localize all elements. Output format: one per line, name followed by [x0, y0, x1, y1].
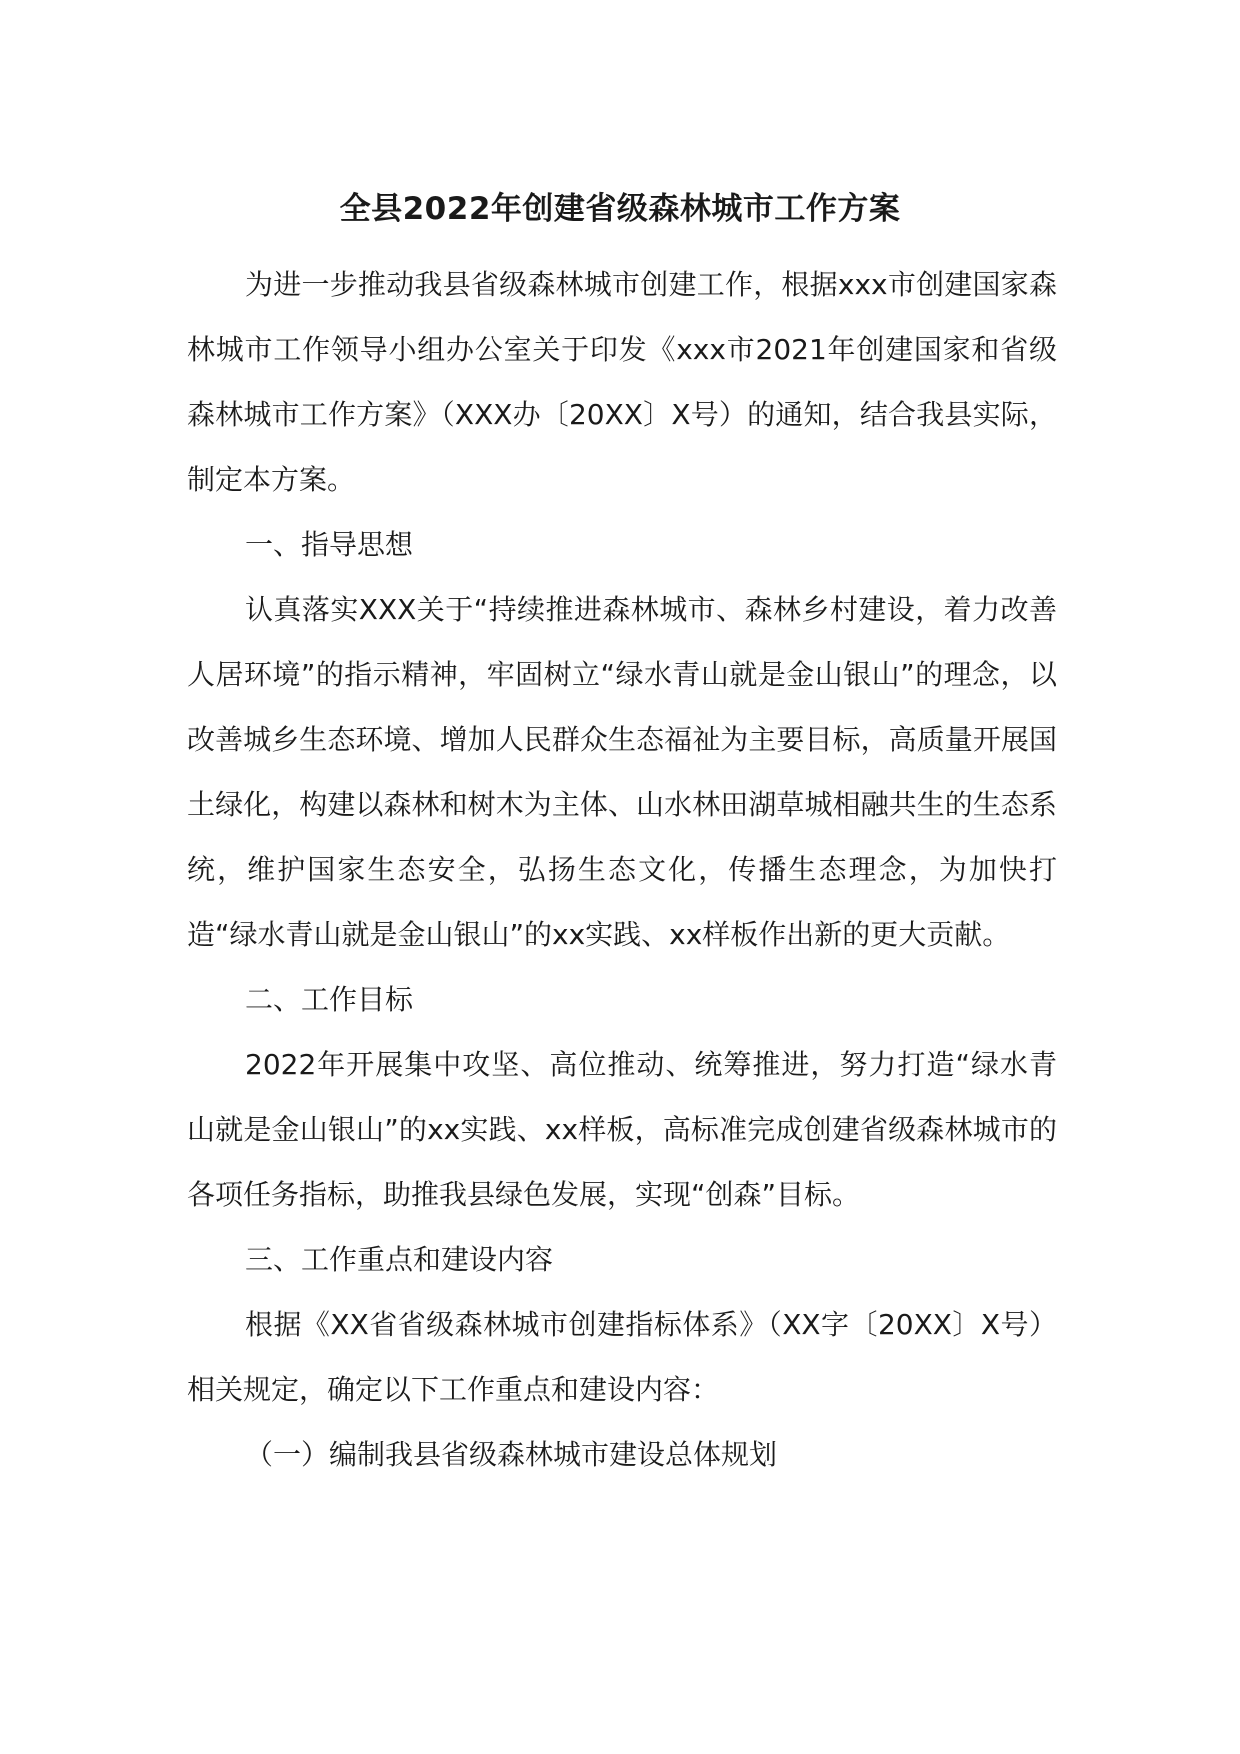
paragraph-intro: 为进一步推动我县省级森林城市创建工作，根据xxx市创建国家森林城市工作领导小组办公室关于印发《xxx市2021年创建国家和省级森林城市工作方案》（XXX办〔20XX〕X号）的通知，结合我县实际，制定本方案。: [187, 268, 1057, 496]
document-title: 全县2022年创建省级森林城市工作方案: [339, 191, 901, 227]
paragraph-key-tasks: 根据《XX省省级森林城市创建指标体系》（XX字〔20XX〕X号）相关规定，确定以下工作重点和建设内容：: [187, 1308, 1057, 1406]
heading-key-tasks: 三、工作重点和建设内容: [245, 1243, 554, 1276]
heading-work-goals: 二、工作目标: [245, 983, 414, 1016]
heading-guiding-ideology: 一、指导思想: [245, 528, 414, 561]
subheading-planning: （一）编制我县省级森林城市建设总体规划: [245, 1438, 778, 1471]
document-body: [187, 252, 1057, 1487]
paragraph-guiding-ideology: 认真落实XXX关于“持续推进森林城市、森林乡村建设，着力改善人居环境”的指示精神，牢固树立“绿水青山就是金山银山”的理念，以改善城乡生态环境、增加人民群众生态福祉为主要目标，高质量开展国土绿化，构建以森林和树木为主体、山水林田湖草城相融共生的生态系统，维护国家生态安全，弘扬生态文化，传播生态理念，为加快打造“绿水青山就是金山银山”的xx实践、xx样板作出新的更大贡献。: [187, 593, 1057, 951]
paragraph-work-goals: 2022年开展集中攻坚、高位推动、统筹推进，努力打造“绿水青山就是金山银山”的xx实践、xx样板，高标准完成创建省级森林城市的各项任务指标，助推我县绿色发展，实现“创森”目标。: [187, 1048, 1057, 1211]
